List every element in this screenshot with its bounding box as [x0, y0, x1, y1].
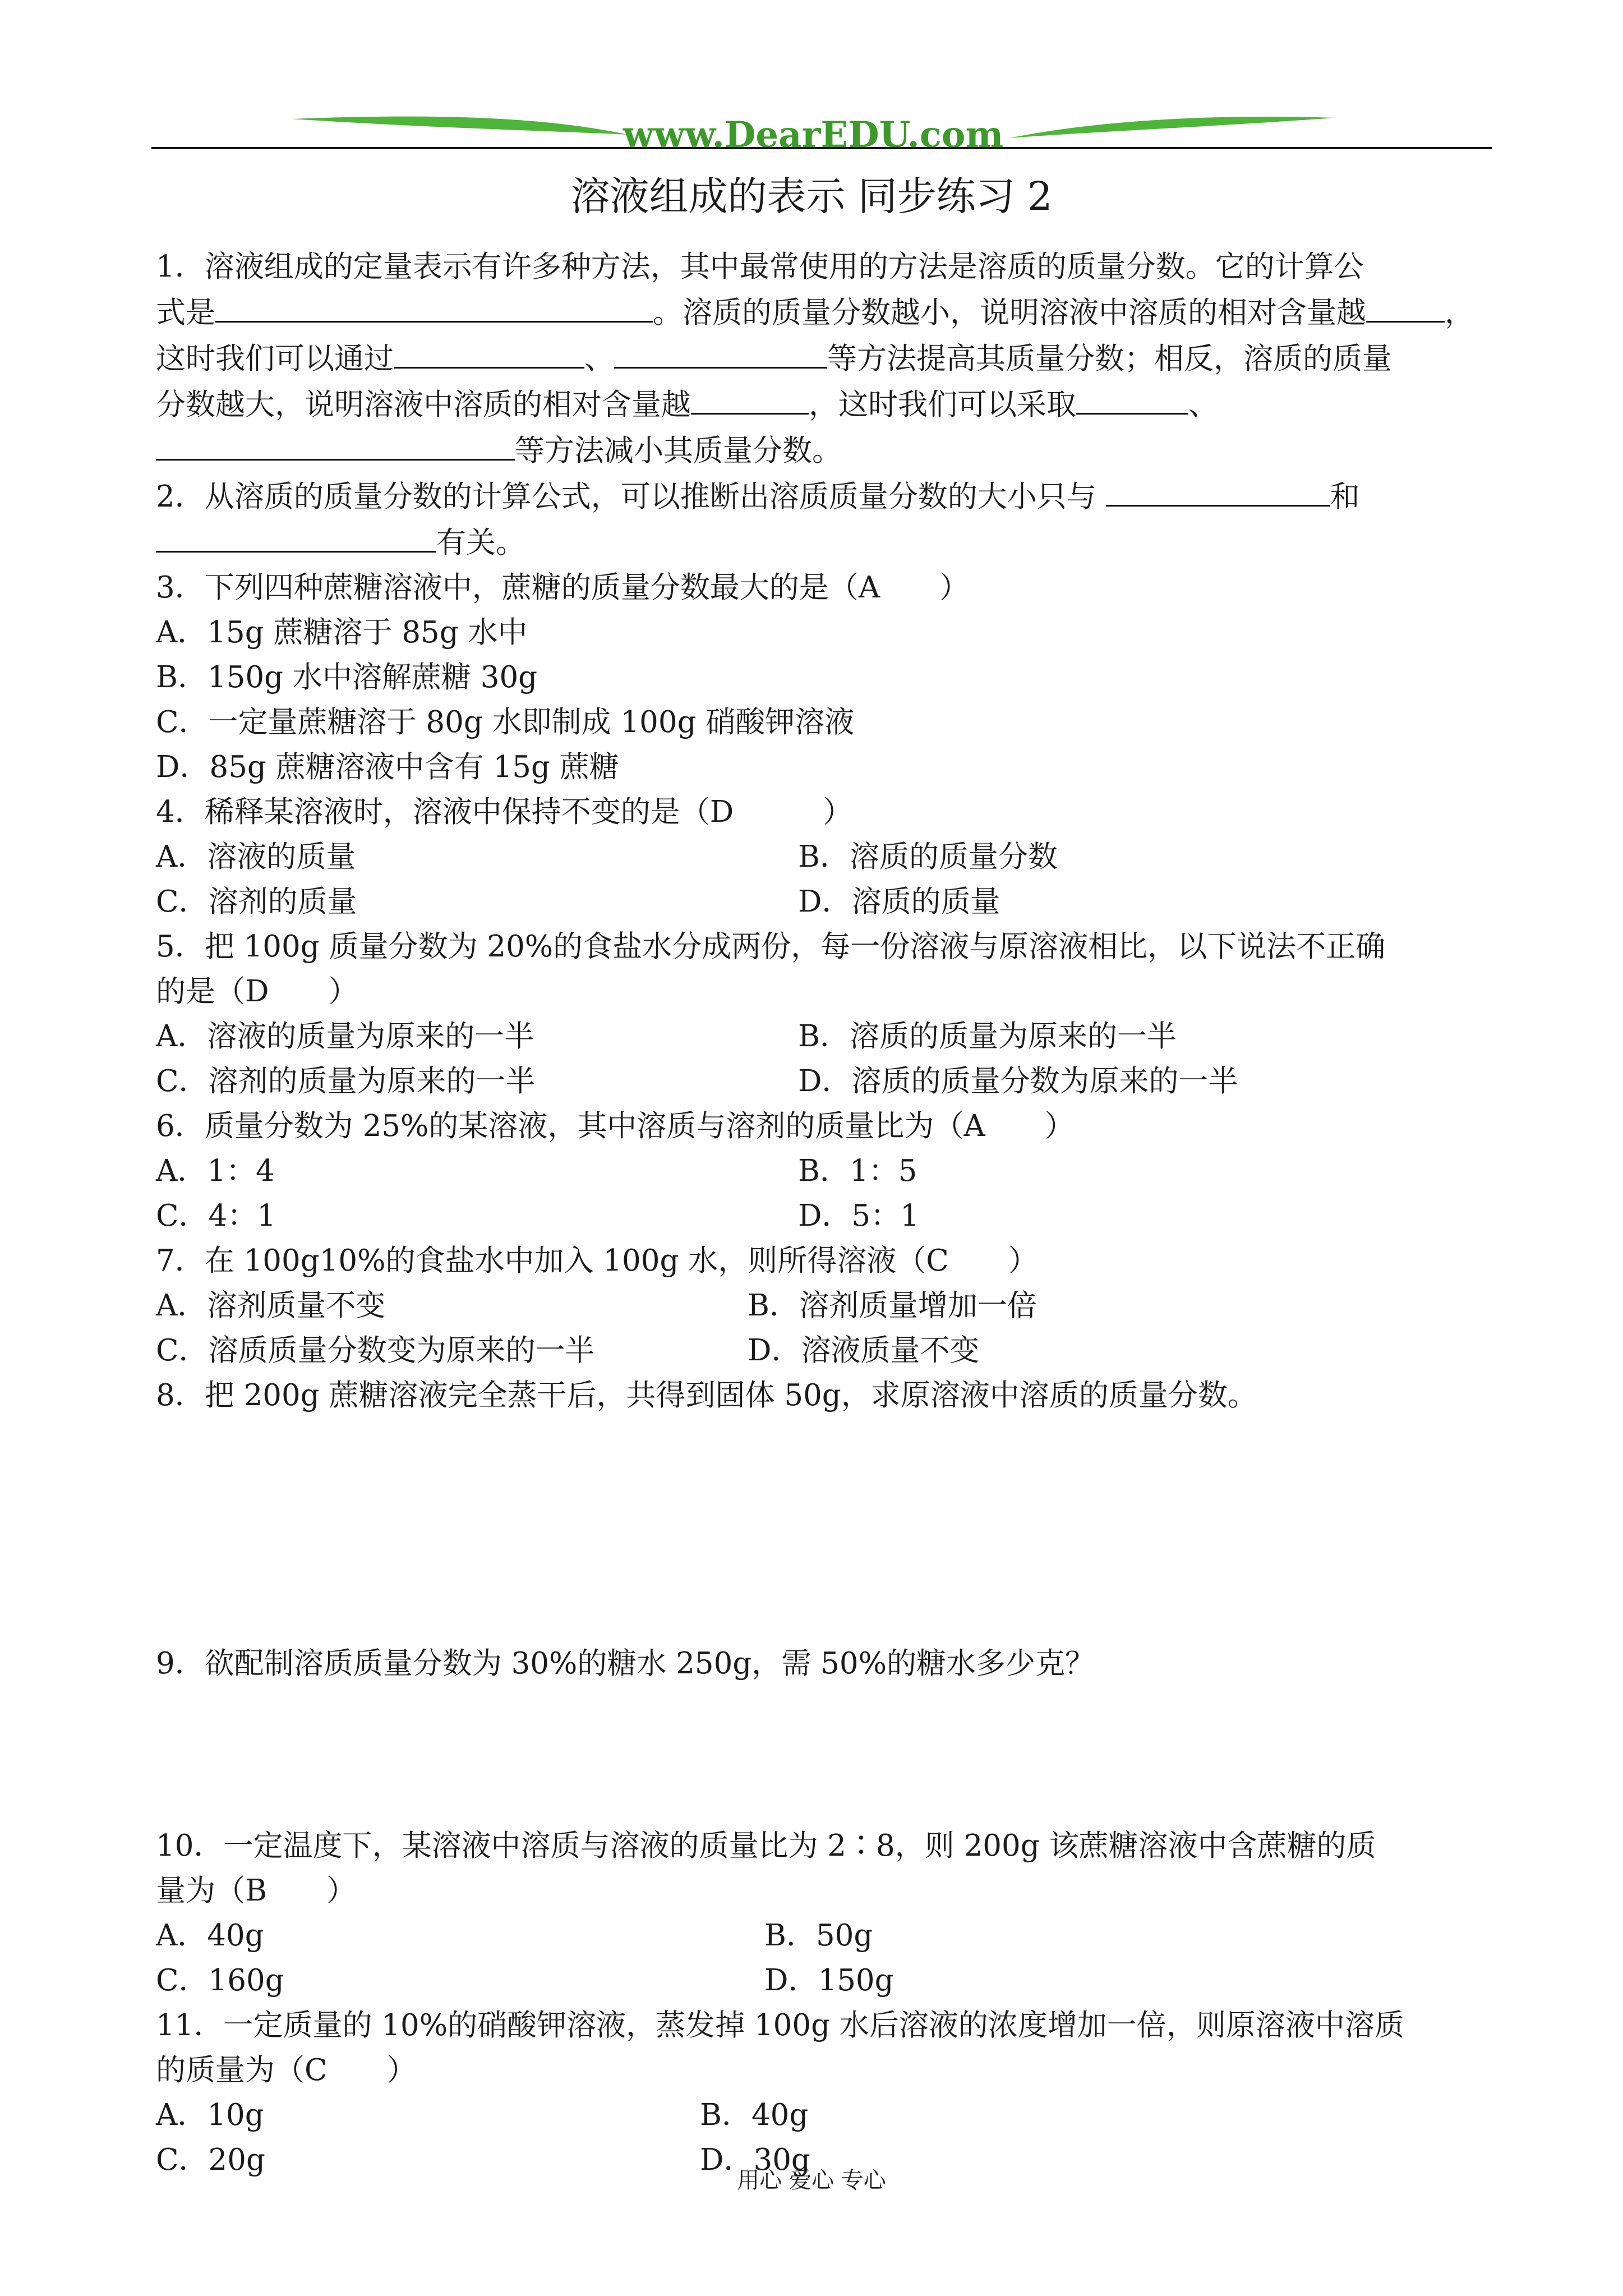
- q1-line2: 式是 。溶质的质量分数越小，说明溶液中溶质的相对含量越 ，: [156, 289, 1491, 335]
- q11-option-b: B．40g: [700, 2098, 809, 2132]
- q3-option-d: D．85g 蔗糖溶液中含有 15g 蔗糖: [156, 750, 619, 784]
- q11-option-d: D．30g: [700, 2143, 810, 2177]
- q3-option-c: C．一定量蔗糖溶于 80g 水即制成 100g 硝酸钾溶液: [156, 705, 855, 739]
- q7-stem: 7．在 100g10%的食盐水中加入 100g 水，则所得溶液（C ）: [156, 1244, 1038, 1278]
- q11-line2: 的质量为（C ）: [156, 2053, 417, 2087]
- page-footer: 用心 爱心 专心: [737, 2168, 886, 2193]
- blank[interactable]: [394, 335, 584, 369]
- q5-option-c: C．溶剂的质量为原来的一半: [156, 1064, 536, 1098]
- q1-line1: 1．溶液组成的定量表示有许多种方法，其中最常使用的方法是溶质的质量分数。它的计算公: [156, 250, 1364, 284]
- q4-options-row2: [156, 880, 1491, 924]
- q7-options-row1: [156, 1283, 1491, 1328]
- q7-option-a: A．溶剂质量不变: [156, 1289, 386, 1323]
- q7-options-row2: [156, 1328, 1491, 1373]
- q11-line1: 11．一定质量的 10%的硝酸钾溶液，蒸发掉 100g 水后溶液的浓度增加一倍，则原溶液中溶质: [156, 2008, 1404, 2042]
- exercise-content: [156, 245, 1491, 2183]
- q9-answer-space[interactable]: [156, 1686, 1491, 1824]
- blank[interactable]: [1106, 473, 1330, 507]
- q2-line1: 2．从溶质的质量分数的计算公式，可以推断出溶质质量分数的大小只与 和: [156, 473, 1491, 519]
- q11-option-a: A．10g: [156, 2098, 264, 2132]
- q6-option-a: A．1：4: [156, 1154, 275, 1188]
- logo-swoosh-right: [1009, 117, 1335, 138]
- q10-option-b: B．50g: [764, 1918, 873, 1953]
- q5-line1: 5．把 100g 质量分数为 20%的食盐水分成两份，每一份溶液与原溶液相比，以下说法不正确: [156, 930, 1386, 964]
- q5-option-b: B．溶质的质量为原来的一半: [798, 1019, 1177, 1053]
- q6-option-d: D．5：1: [798, 1199, 919, 1233]
- logo-swoosh-left: [292, 117, 628, 135]
- q5-line2: 的是（D ）: [156, 974, 358, 1009]
- q5-options-row2: [156, 1059, 1491, 1104]
- blank[interactable]: [614, 335, 827, 369]
- q10-line2: 量为（B ）: [156, 1874, 356, 1908]
- blank[interactable]: [215, 289, 653, 323]
- q11-option-c: C．20g: [156, 2143, 265, 2177]
- q1-line3: 这时我们可以通过 、 等方法提高其质量分数；相反，溶质的质量: [156, 335, 1491, 381]
- q10-options-row2: [156, 1958, 1491, 2003]
- q6-stem: 6．质量分数为 25%的某溶液，其中溶质与溶剂的质量比为（A ）: [156, 1109, 1075, 1143]
- q6-option-c: C．4：1: [156, 1199, 276, 1233]
- q10-options-row1: [156, 1913, 1491, 1958]
- q10-line1: 10．一定温度下，某溶液中溶质与溶液的质量比为 2∶8，则 200g 该蔗糖溶液中含蔗糖的质: [156, 1829, 1376, 1863]
- q11-options-row1: [156, 2093, 1491, 2138]
- page-title: 溶液组成的表示 同步练习 2: [570, 173, 1053, 219]
- q5-option-d: D．溶质的质量分数为原来的一半: [798, 1064, 1238, 1098]
- q5-option-a: A．溶液的质量为原来的一半: [156, 1019, 534, 1053]
- q6-option-b: B．1：5: [798, 1154, 917, 1188]
- q7-option-b: B．溶剂质量增加一倍: [748, 1289, 1037, 1323]
- blank[interactable]: [1366, 289, 1445, 323]
- q7-option-d: D．溶液质量不变: [748, 1333, 980, 1368]
- q5-options-row1: [156, 1014, 1491, 1059]
- q4-option-c: C．溶剂的质量: [156, 885, 357, 919]
- q4-stem: 4．稀释某溶液时，溶液中保持不变的是（D ）: [156, 795, 853, 829]
- q4-option-b: B．溶质的质量分数: [798, 840, 1058, 874]
- header-rule: [151, 147, 1492, 149]
- q6-options-row1: [156, 1149, 1491, 1194]
- q1-line4: 分数越大，说明溶液中溶质的相对含量越 ，这时我们可以采取 、: [156, 381, 1491, 427]
- q4-option-d: D．溶质的质量: [798, 885, 1000, 919]
- q1-line5: 等方法减小其质量分数。: [156, 427, 1491, 473]
- logo-text: www.DearEDU.com: [623, 114, 1004, 156]
- q8-answer-space[interactable]: [156, 1418, 1491, 1641]
- q10-option-c: C．160g: [156, 1963, 284, 1998]
- blank[interactable]: [691, 381, 809, 415]
- q3-stem: 3．下列四种蔗糖溶液中，蔗糖的质量分数最大的是（A ）: [156, 570, 969, 605]
- q7-option-c: C．溶质质量分数变为原来的一半: [156, 1333, 595, 1368]
- q3-option-b: B．150g 水中溶解蔗糖 30g: [156, 660, 538, 694]
- q10-option-d: D．150g: [764, 1963, 894, 1998]
- q3-option-a: A．15g 蔗糖溶于 85g 水中: [156, 615, 528, 650]
- blank[interactable]: [156, 427, 515, 461]
- q4-option-a: A．溶液的质量: [156, 840, 356, 874]
- blank[interactable]: [1076, 381, 1188, 415]
- dearedu-logo: [292, 107, 1335, 157]
- q8-stem: 8．把 200g 蔗糖溶液完全蒸干后，共得到固体 50g，求原溶液中溶质的质量分数。: [156, 1378, 1257, 1412]
- q2-line2: 有关。: [156, 519, 1491, 565]
- q10-option-a: A．40g: [156, 1918, 264, 1953]
- q6-options-row2: [156, 1194, 1491, 1239]
- blank[interactable]: [156, 519, 436, 553]
- q4-options-row1: [156, 835, 1491, 880]
- q9-stem: 9．欲配制溶质质量分数为 30%的糖水 250g，需 50%的糖水多少克？: [156, 1646, 1095, 1681]
